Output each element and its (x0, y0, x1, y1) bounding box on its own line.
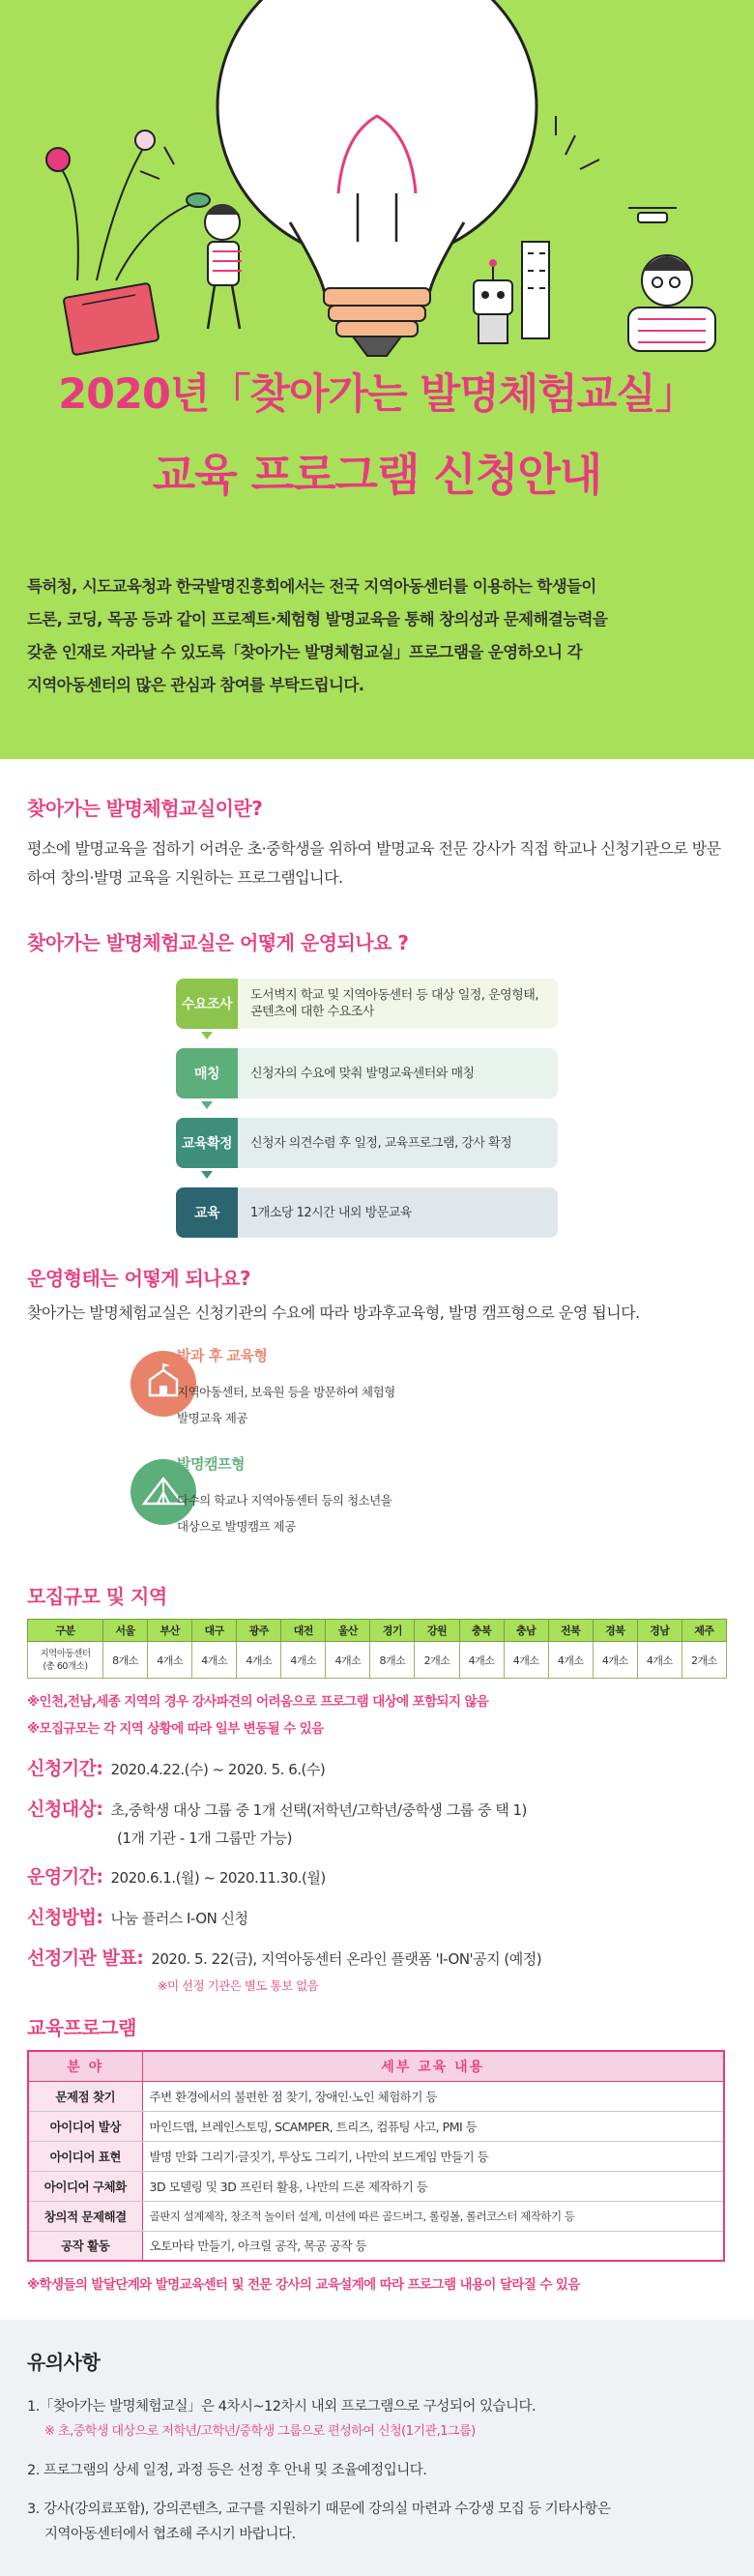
section-title: 유의사항 (27, 2351, 101, 2374)
table-header: 경남 (637, 1620, 682, 1642)
info-value: 초,중학생 대상 그룹 중 1개 선택(저학년/고학년/중학생 그룹 중 택 1) (110, 1801, 527, 1819)
table-header: 세부 교육 내용 (142, 2051, 724, 2081)
process-step (176, 1187, 558, 1238)
type-desc: 지역아동센터, 보육원 등을 방문하여 체험형 (177, 1385, 395, 1399)
program-detail: 3D 모델링 및 3D 프린터 활용, 나만의 드론 제작하기 등 (142, 2171, 724, 2201)
table-header: 분 야 (28, 2051, 142, 2081)
table-cell: 4개소 (548, 1642, 593, 1679)
intro-line: 갖춘 인재로 자라날 수 있도록「찾아가는 발명체험교실」프로그램을 운영하오니 각 (27, 643, 582, 661)
process-step (176, 1048, 558, 1098)
info-announce (27, 1944, 727, 1974)
table-header-row (28, 2051, 724, 2081)
intro-line: 지역아동센터의 많은 관심과 참여를 부탁드립니다. (27, 676, 364, 694)
table-cell: 8개소 (103, 1642, 148, 1679)
page-title (0, 366, 754, 509)
region-table (27, 1619, 727, 1679)
process-step (176, 1118, 558, 1168)
table-cell: 4개소 (192, 1642, 237, 1679)
caution-text: 1.「찾아가는 발명체험교실」은 4차시~12차시 내외 프로그램으로 구성되어 있습니다. (27, 2399, 536, 2415)
table-header-row (28, 1620, 727, 1642)
info-label: 신청대상: (27, 1799, 103, 1820)
step-desc: 신청자 의견수렴 후 일정, 교육프로그램, 강사 확정 (250, 1135, 512, 1151)
row-label: 지역아동센터 (40, 1648, 91, 1659)
info-value: (1개 기관 - 1개 그룹만 가능) (117, 1830, 292, 1847)
intro-line: 특허청, 시도교육청과 한국발명진흥회에서는 전국 지역아동센터를 이용하는 학생들이 (27, 577, 596, 596)
info-target (27, 1795, 727, 1825)
table-row (28, 2231, 724, 2261)
table-header: 대구 (192, 1620, 237, 1642)
inventor-figure-icon (628, 255, 715, 351)
caution-note: ※ 초,중학생 대상으로 저학년/고학년/중학생 그룹으로 편성하여 신청(1기관,1그룹) (44, 2424, 476, 2439)
building-icon (522, 242, 549, 338)
info-note: ※미 선정 기관은 별도 통보 없음 (158, 1978, 319, 1993)
step-tag: 교육확정 (176, 1118, 238, 1168)
table-header: 전북 (548, 1620, 593, 1642)
table-row (28, 2201, 724, 2231)
program-detail: 마인드맵, 브레인스토밍, SCAMPER, 트리즈, 컴퓨팅 사고, PMI 등 (142, 2111, 724, 2141)
table-cell: 2개소 (682, 1642, 726, 1679)
program-section (27, 1999, 727, 2298)
program-note: ※학생들의 발달단계와 발명교육센터 및 전문 강사의 교육설계에 따라 프로그램 내용이 달라질 수 있음 (27, 2277, 580, 2293)
application-info (27, 1754, 727, 1999)
info-run (27, 1862, 727, 1892)
type-head: 방과 후 교육형 (177, 1347, 268, 1364)
table-header: 광주 (237, 1620, 281, 1642)
info-label: 신청방법: (27, 1907, 103, 1928)
type-desc: 대상으로 발명캠프 제공 (177, 1519, 296, 1534)
child-figure-icon (205, 204, 242, 329)
arrow-down-icon (201, 1101, 213, 1109)
program-category: 아이디어 발상 (28, 2111, 142, 2141)
type-item-camp (27, 1453, 727, 1562)
table-row (28, 1642, 727, 1679)
program-table (27, 2050, 725, 2262)
row-label: (총 60개소) (43, 1660, 88, 1672)
section-text: 찾아가는 발명체험교실은 신청기관의 수요에 따라 방과후교육형, 발명 캠프형으로 운영 됩니다. (27, 1303, 640, 1322)
intro-section (0, 542, 754, 759)
arrow-down-icon (201, 1032, 213, 1039)
caution-text: 3. 강사(강의료포함), 강의콘텐츠, 교구를 지원하기 때문에 강의실 마련과 수강생 모집 등 기타사항은 (27, 2502, 611, 2517)
type-head: 발명캠프형 (177, 1455, 245, 1473)
what-section (27, 759, 727, 893)
title-line-1: 2020년「찾아가는 발명체험교실」 (58, 370, 696, 419)
step-desc: 신청자의 수요에 맞춰 발명교육센터와 매칭 (250, 1066, 475, 1081)
drone-icon (628, 208, 677, 222)
caution-item (27, 2497, 727, 2547)
table-header: 경기 (370, 1620, 415, 1642)
table-header: 구분 (28, 1620, 103, 1642)
table-cell: 8개소 (370, 1642, 415, 1679)
section-title: 찾아가는 발명체험교실이란? (27, 797, 263, 820)
table-row (28, 2081, 724, 2111)
note-text: ※인천,전남,세종 지역의 경우 강사파견의 어려움으로 프로그램 대상에 포함되지 않음 (27, 1694, 489, 1710)
table-cell: 4개소 (504, 1642, 548, 1679)
info-label: 선정기관 발표: (27, 1947, 144, 1969)
table-cell: 4개소 (326, 1642, 370, 1679)
program-detail: 주변 환경에서의 불편한 점 찾기, 장애인·노인 체험하기 등 (142, 2081, 724, 2111)
table-header: 울산 (326, 1620, 370, 1642)
note-text: ※모집규모는 각 지역 상황에 따라 일부 변동될 수 있음 (27, 1721, 324, 1737)
program-detail: 골판지 설계제작, 창조적 놀이터 설계, 미션에 따른 골드버그, 롤링볼, 롤러코스터 제작하기 등 (142, 2201, 724, 2231)
types-section (27, 1240, 727, 1562)
type-text (177, 1453, 392, 1539)
step-desc: 1개소당 12시간 내외 방문교육 (250, 1205, 412, 1220)
info-method (27, 1903, 727, 1933)
table-cell (28, 1642, 103, 1679)
table-header: 제주 (682, 1620, 726, 1642)
type-desc: 다수의 학교나 지역아동센터 등의 청소년을 (177, 1493, 392, 1508)
type-text (177, 1345, 395, 1431)
process-flow (0, 979, 754, 1240)
info-label: 운영기간: (27, 1866, 103, 1888)
step-tag: 매칭 (176, 1048, 238, 1098)
section-title: 운영형태는 어떻게 되나요? (27, 1267, 251, 1290)
info-value: 2020. 5. 22(금), 지역아동센터 온라인 플랫폼 'I-ON'공지 (예정) (151, 1950, 542, 1968)
program-category: 문제점 찾기 (28, 2081, 142, 2111)
step-tag: 수요조사 (176, 979, 238, 1029)
table-header: 경북 (593, 1620, 637, 1642)
table-header: 충남 (504, 1620, 548, 1642)
program-category: 아이디어 구체화 (28, 2171, 142, 2201)
robot-icon (474, 259, 512, 343)
table-cell: 2개소 (415, 1642, 459, 1679)
process-step (176, 979, 558, 1029)
intro-line: 드론, 코딩, 목공 등과 같이 프로젝트·체험형 발명교육을 통해 창의성과 문제해결능력을 (27, 610, 608, 629)
hero-banner (0, 0, 754, 542)
program-category: 아이디어 표현 (28, 2141, 142, 2171)
table-header: 대전 (281, 1620, 326, 1642)
type-desc: 발명교육 제공 (177, 1411, 247, 1425)
program-detail: 발명 만화 그리기·글짓기, 투상도 그리기, 나만의 보드게임 만들기 등 (142, 2141, 724, 2171)
program-detail: 오토마타 만들기, 아크릴 공작, 목공 공작 등 (149, 2239, 367, 2254)
caution-text: 지역아동센터에서 협조해 주시기 바랍니다. (44, 2527, 296, 2542)
section-text: 평소에 발명교육을 접하기 어려운 초·중학생을 위하여 발명교육 전문 강사가 직접 학교나 신청기관으로 방문하여 창의·발명 교육을 지원하는 프로그램입니다. (27, 839, 721, 887)
scale-notes (27, 1688, 727, 1742)
step-desc: 도서벽지 학교 및 지역아동센터 등 대상 일정, 운영형태, 콘텐츠에 대한 수요조사 (250, 988, 538, 1019)
plant-icon (46, 131, 210, 280)
caution-item (27, 2394, 727, 2444)
table-header: 부산 (148, 1620, 192, 1642)
section-title: 교육프로그램 (27, 2016, 136, 2039)
section-title: 모집규모 및 지역 (27, 1585, 167, 1608)
table-cell: 4개소 (637, 1642, 682, 1679)
table-cell: 4개소 (281, 1642, 326, 1679)
table-header: 서울 (103, 1620, 148, 1642)
program-category: 창의적 문제해결 (28, 2201, 142, 2231)
title-line-2: 교육 프로그램 신청안내 (152, 449, 602, 501)
info-value: 2020.6.1.(월) ~ 2020.11.30.(월) (110, 1869, 326, 1887)
info-value: 나눔 플러스 I-ON 신청 (110, 1910, 248, 1927)
book-icon (63, 283, 159, 356)
table-row (28, 2171, 724, 2201)
table-cell: 4개소 (148, 1642, 192, 1679)
scale-section (27, 1562, 727, 1999)
step-tag: 교육 (176, 1187, 238, 1238)
table-cell: 4개소 (593, 1642, 637, 1679)
table-cell: 4개소 (237, 1642, 281, 1679)
how-section (27, 893, 727, 1240)
table-row (28, 2141, 724, 2171)
arrow-down-icon (201, 1171, 213, 1179)
caution-item: 2. 프로그램의 상세 일정, 과정 등은 선정 후 안내 및 조율예정입니다. (27, 2463, 427, 2478)
table-cell: 4개소 (459, 1642, 504, 1679)
section-title: 찾아가는 발명체험교실은 어떻게 운영되나요 ? (27, 931, 409, 954)
info-label: 신청기간: (27, 1758, 103, 1779)
info-value: 2020.4.22.(수) ~ 2020. 5. 6.(수) (110, 1761, 326, 1778)
invention-illustration (0, 0, 754, 367)
table-header: 강원 (415, 1620, 459, 1642)
caution-section (0, 2320, 754, 2576)
program-category: 공작 활동 (28, 2231, 142, 2261)
table-row (28, 2111, 724, 2141)
type-item-afterschool (27, 1345, 727, 1453)
table-header: 충북 (459, 1620, 504, 1642)
info-period (27, 1754, 727, 1784)
